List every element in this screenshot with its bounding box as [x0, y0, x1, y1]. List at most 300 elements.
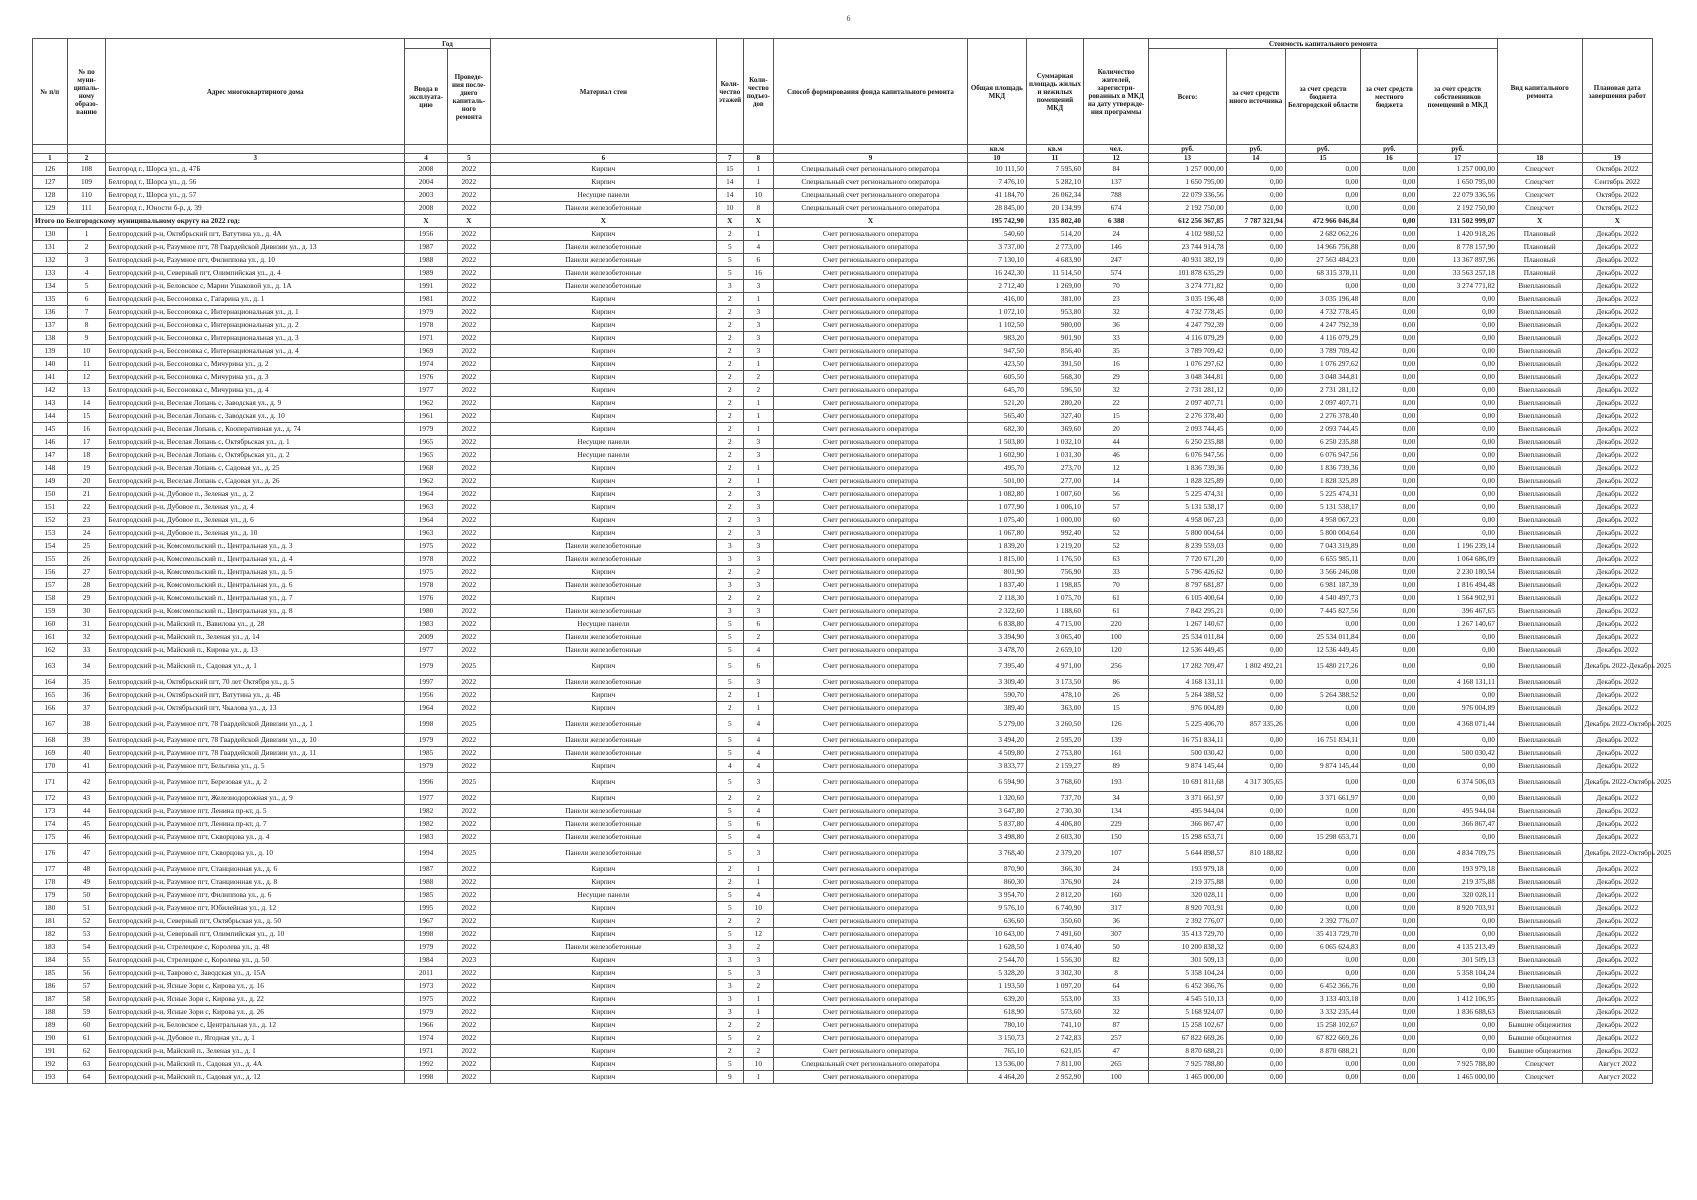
table-cell: 1964	[405, 702, 448, 715]
table-cell: 0,00	[1361, 436, 1418, 449]
table-cell: Внеплановый	[1497, 384, 1582, 397]
table-cell: Кирпич	[490, 792, 716, 805]
table-cell: 2022	[447, 527, 490, 540]
table-cell: 1982	[405, 805, 448, 818]
table-cell: 1 074,40	[1026, 941, 1083, 954]
table-cell: 1984	[405, 954, 448, 967]
table-cell: 0,00	[1361, 228, 1418, 241]
table-cell: 5 168 924,07	[1149, 1006, 1226, 1019]
table-cell: Декабрь 2022	[1582, 293, 1653, 306]
table-cell: Декабрь 2022	[1582, 1032, 1653, 1045]
table-cell: 2	[743, 1019, 774, 1032]
table-cell: 8 870 688,21	[1149, 1045, 1226, 1058]
table-cell: 20	[1084, 423, 1149, 436]
table-cell: Внеплановый	[1497, 889, 1582, 902]
table-cell: Внеплановый	[1497, 980, 1582, 993]
table-cell: 0,00	[1226, 980, 1285, 993]
table-cell: Белгородский р-н, Северный пгт, Олимпийская ул., д. 4	[106, 267, 405, 280]
table-cell: 2	[743, 792, 774, 805]
table-cell: 0,00	[1361, 462, 1418, 475]
table-cell: 1998	[405, 715, 448, 734]
table-cell: 9 874 145,44	[1285, 760, 1360, 773]
table-cell: 1979	[405, 760, 448, 773]
table-cell: 2 379,20	[1026, 844, 1083, 863]
table-cell: Декабрь 2022	[1582, 345, 1653, 358]
table-cell: 10 111,50	[967, 163, 1026, 176]
table-cell: 38	[67, 715, 106, 734]
table-cell: 1965	[405, 436, 448, 449]
table-cell: 193	[33, 1071, 68, 1084]
table-cell: 2023	[447, 954, 490, 967]
table-cell: 1 000,00	[1026, 514, 1083, 527]
table-cell: 5	[717, 831, 744, 844]
table-cell: 24	[1084, 863, 1149, 876]
table-cell: 1	[743, 1071, 774, 1084]
table-cell: 366 867,47	[1149, 818, 1226, 831]
table-row	[33, 631, 1653, 644]
table-cell: Счет регионального оператора	[774, 462, 968, 475]
table-cell: 57	[1084, 501, 1149, 514]
table-cell: 2	[717, 358, 744, 371]
table-cell: 191	[33, 1045, 68, 1058]
table-cell: 1 420 918,26	[1418, 228, 1498, 241]
table-cell: Декабрь 2022	[1582, 954, 1653, 967]
table-cell: 4 406,80	[1026, 818, 1083, 831]
table-cell: Панели железобетонные	[490, 267, 716, 280]
table-cell: 0,00	[1418, 501, 1498, 514]
table-cell: 1987	[405, 241, 448, 254]
table-cell: 1 836 739,36	[1149, 462, 1226, 475]
table-cell: 2022	[447, 941, 490, 954]
table-cell: 158	[33, 592, 68, 605]
table-cell: Специальный счет регионального оператора	[774, 189, 968, 202]
table-cell: 4 135 213,49	[1418, 941, 1498, 954]
table-cell: 0,00	[1226, 423, 1285, 436]
table-cell: Октябрь 2022	[1582, 163, 1653, 176]
table-cell: 1 193,50	[967, 980, 1026, 993]
table-cell: 2022	[447, 371, 490, 384]
table-cell: 540,60	[967, 228, 1026, 241]
table-cell: 0,00	[1361, 319, 1418, 332]
table-cell: 327,40	[1026, 410, 1083, 423]
table-cell: 495 944,04	[1149, 805, 1226, 818]
table-cell: 0,00	[1361, 915, 1418, 928]
table-cell: Декабрь 2022	[1582, 1019, 1653, 1032]
table-cell: Белгород г., Шорса ул., д. 47Б	[106, 163, 405, 176]
table-cell: 7 395,40	[967, 657, 1026, 676]
table-cell: 5 225 474,31	[1149, 488, 1226, 501]
table-cell: 0,00	[1361, 1045, 1418, 1058]
table-cell: 141	[33, 371, 68, 384]
total-cell: 612 256 367,85	[1149, 215, 1226, 228]
table-cell: Счет регионального оператора	[774, 631, 968, 644]
table-cell: Белгородский р-н, Веселая Лопань с, Заводская ул., д. 9	[106, 397, 405, 410]
table-cell: Внеплановый	[1497, 657, 1582, 676]
table-row	[33, 449, 1653, 462]
table-cell: Декабрь 2022	[1582, 831, 1653, 844]
table-cell: 166	[33, 702, 68, 715]
table-cell: 29	[67, 592, 106, 605]
table-cell: Белгородский р-н, Разумное пгт, Скворцова ул., д. 10	[106, 844, 405, 863]
table-cell: 64	[1084, 980, 1149, 993]
table-cell: 0,00	[1361, 592, 1418, 605]
table-cell: 68 315 378,11	[1285, 267, 1360, 280]
table-cell: 11 514,50	[1026, 267, 1083, 280]
table-cell: 5	[717, 1032, 744, 1045]
table-cell: 0,00	[1226, 792, 1285, 805]
table-cell: 2	[743, 1045, 774, 1058]
table-cell: Белгородский р-н, Веселая Лопань с, Заводская ул., д. 10	[106, 410, 405, 423]
table-cell: 37	[67, 702, 106, 715]
table-cell: 0,00	[1418, 449, 1498, 462]
table-cell: 173	[33, 805, 68, 818]
unit-area-total: кв.м	[967, 145, 1026, 154]
table-cell: Внеплановый	[1497, 358, 1582, 371]
table-cell: 2	[717, 410, 744, 423]
table-cell: Панели железобетонные	[490, 818, 716, 831]
table-row	[33, 747, 1653, 760]
table-cell: Кирпич	[490, 689, 716, 702]
table-cell: 1976	[405, 592, 448, 605]
table-cell: 8 239 559,03	[1149, 540, 1226, 553]
table-cell: 2022	[447, 1058, 490, 1071]
table-cell: 1978	[405, 319, 448, 332]
table-cell: 0,00	[1226, 644, 1285, 657]
table-cell: 301 509,13	[1149, 954, 1226, 967]
table-cell: 7	[67, 306, 106, 319]
table-cell: Белгород г., Шорса ул., д. 57	[106, 189, 405, 202]
table-cell: 1969	[405, 345, 448, 358]
header-cost-other: за счет средств иного источника	[1226, 49, 1285, 145]
table-cell: 1975	[405, 540, 448, 553]
table-cell: 0,00	[1226, 280, 1285, 293]
table-cell: 168	[33, 734, 68, 747]
table-cell: 87	[1084, 1019, 1149, 1032]
unit-cost-total: руб.	[1149, 145, 1226, 154]
table-cell: 0,00	[1418, 760, 1498, 773]
table-cell: Внеплановый	[1497, 631, 1582, 644]
table-cell: 1994	[405, 844, 448, 863]
table-cell: Белгородский р-н, Стрелецкое с, Королева ул., д. 48	[106, 941, 405, 954]
table-cell: Белгород г., Юности б-р, д. 39	[106, 202, 405, 215]
table-cell: 4 116 079,29	[1285, 332, 1360, 345]
table-cell: 857 335,26	[1226, 715, 1285, 734]
table-cell: 2008	[405, 202, 448, 215]
table-cell: 0,00	[1418, 527, 1498, 540]
table-cell: 41	[67, 760, 106, 773]
table-cell: 0,00	[1361, 514, 1418, 527]
table-cell: 590,70	[967, 689, 1026, 702]
table-cell: 6	[743, 618, 774, 631]
table-cell: Внеплановый	[1497, 462, 1582, 475]
table-cell: Счет регионального оператора	[774, 902, 968, 915]
table-cell: 48	[67, 863, 106, 876]
table-cell: 0,00	[1361, 553, 1418, 566]
table-cell: 366,30	[1026, 863, 1083, 876]
table-cell: 682,30	[967, 423, 1026, 436]
table-cell: 0,00	[1361, 747, 1418, 760]
table-cell: 1 075,40	[967, 514, 1026, 527]
table-cell: 50	[1084, 941, 1149, 954]
table-row	[33, 889, 1653, 902]
header-cost-region: за счет средств бюджета Белгородской области	[1285, 49, 1360, 145]
table-cell: 33 563 257,18	[1418, 267, 1498, 280]
table-row	[33, 863, 1653, 876]
table-cell: 0,00	[1226, 176, 1285, 189]
table-cell: Счет регионального оператора	[774, 527, 968, 540]
table-cell: 416,00	[967, 293, 1026, 306]
table-cell: 0,00	[1418, 462, 1498, 475]
table-cell: 3	[743, 844, 774, 863]
table-cell: 8	[743, 202, 774, 215]
table-cell: Белгородский р-н, Октябрьский пгт, Ватутина ул., д. 4А	[106, 228, 405, 241]
column-number: 7	[717, 154, 744, 163]
table-cell: Панели железобетонные	[490, 747, 716, 760]
table-row	[33, 527, 1653, 540]
table-cell: 1 188,60	[1026, 605, 1083, 618]
table-cell: Кирпич	[490, 592, 716, 605]
table-cell: 2022	[447, 592, 490, 605]
table-cell: 163	[33, 657, 68, 676]
table-cell: Счет регионального оператора	[774, 488, 968, 501]
table-cell: 82	[1084, 954, 1149, 967]
table-cell: Декабрь 2022	[1582, 254, 1653, 267]
total-cell: 472 966 046,84	[1285, 215, 1360, 228]
table-cell: 501,00	[967, 475, 1026, 488]
table-cell: 0,00	[1361, 980, 1418, 993]
header-cost-group: Стоимость капитального ремонта	[1149, 39, 1498, 49]
table-cell: Белгородский р-н, Веселая Лопань с, Садовая ул., д. 25	[106, 462, 405, 475]
table-cell: 0,00	[1418, 436, 1498, 449]
table-cell: 1 650 795,00	[1418, 176, 1498, 189]
table-cell: 139	[1084, 734, 1149, 747]
table-cell: Внеплановый	[1497, 566, 1582, 579]
table-cell: 2022	[447, 501, 490, 514]
table-cell: 9 874 145,44	[1149, 760, 1226, 773]
table-cell: 1 075,70	[1026, 592, 1083, 605]
table-cell: 0,00	[1418, 792, 1498, 805]
table-cell: 132	[33, 254, 68, 267]
unit-cost-other: руб.	[1226, 145, 1285, 154]
table-cell: 3	[743, 332, 774, 345]
table-cell: 4 958 067,23	[1149, 514, 1226, 527]
table-cell: Кирпич	[490, 1019, 716, 1032]
table-cell: 0,00	[1418, 332, 1498, 345]
table-cell: 0,00	[1285, 618, 1360, 631]
table-cell: 39	[67, 734, 106, 747]
table-cell: Белгородский р-н, Ясные Зори с, Кирова ул., д. 22	[106, 993, 405, 1006]
table-cell: 36	[1084, 319, 1149, 332]
table-cell: 0,00	[1226, 410, 1285, 423]
table-cell: 0,00	[1418, 644, 1498, 657]
table-cell: 0,00	[1361, 618, 1418, 631]
table-cell: 0,00	[1226, 889, 1285, 902]
table-cell: Счет регионального оператора	[774, 384, 968, 397]
table-cell: 2	[743, 566, 774, 579]
table-cell: 5	[717, 618, 744, 631]
table-row	[33, 475, 1653, 488]
table-cell: Внеплановый	[1497, 993, 1582, 1006]
table-cell: 2	[717, 228, 744, 241]
table-cell: 0,00	[1285, 818, 1360, 831]
table-cell: 14	[717, 176, 744, 189]
table-cell: 0,00	[1361, 941, 1418, 954]
table-cell: 0,00	[1361, 254, 1418, 267]
table-cell: 44	[67, 805, 106, 818]
table-cell: 7 720 671,20	[1149, 553, 1226, 566]
table-cell: 2022	[447, 760, 490, 773]
table-cell: 1979	[405, 423, 448, 436]
table-cell: 2022	[447, 631, 490, 644]
table-cell: 2	[717, 863, 744, 876]
table-cell: 1 076 297,62	[1285, 358, 1360, 371]
table-cell: Декабрь 2022	[1582, 397, 1653, 410]
table-cell: 0,00	[1285, 176, 1360, 189]
table-cell: 2	[717, 488, 744, 501]
table-cell: 0,00	[1361, 566, 1418, 579]
table-cell: Декабрь 2022	[1582, 805, 1653, 818]
table-cell: Счет регионального оператора	[774, 889, 968, 902]
table-cell: Декабрь 2022	[1582, 941, 1653, 954]
table-cell: Спецсчет	[1497, 1058, 1582, 1071]
table-cell: Внеплановый	[1497, 1006, 1582, 1019]
table-cell: 0,00	[1226, 605, 1285, 618]
table-cell: Панели железобетонные	[490, 579, 716, 592]
table-cell: 100	[1084, 631, 1149, 644]
table-cell: Кирпич	[490, 384, 716, 397]
table-cell: Счет регионального оператора	[774, 689, 968, 702]
table-cell: 156	[33, 566, 68, 579]
table-cell: 7 476,10	[967, 176, 1026, 189]
table-cell: Внеплановый	[1497, 332, 1582, 345]
table-cell: 152	[33, 514, 68, 527]
column-number: 13	[1149, 154, 1226, 163]
table-cell: Счет регионального оператора	[774, 1019, 968, 1032]
table-cell: Кирпич	[490, 1071, 716, 1084]
table-cell: 17	[67, 436, 106, 449]
table-cell: Кирпич	[490, 293, 716, 306]
table-cell: 126	[33, 163, 68, 176]
header-fund-method: Способ формирования фонда капитального ремонта	[774, 39, 968, 145]
table-cell: Счет регионального оператора	[774, 501, 968, 514]
table-cell: 136	[33, 306, 68, 319]
table-cell: 0,00	[1418, 980, 1498, 993]
table-cell: 3	[743, 540, 774, 553]
table-cell: Декабрь 2022	[1582, 928, 1653, 941]
table-cell: 22 079 336,56	[1418, 189, 1498, 202]
table-cell: Белгородский р-н, Бессоновка с, Интернациональная ул., д. 4	[106, 345, 405, 358]
table-cell: 60	[1084, 514, 1149, 527]
table-cell: Кирпич	[490, 371, 716, 384]
table-cell: Счет регионального оператора	[774, 715, 968, 734]
table-cell: Белгородский р-н, Бессоновка с, Гагарина ул., д. 1	[106, 293, 405, 306]
table-cell: 4	[67, 267, 106, 280]
table-cell: 4 168 131,11	[1149, 676, 1226, 689]
table-cell: 33	[1084, 332, 1149, 345]
table-cell: 56	[1084, 488, 1149, 501]
table-cell: Счет регионального оператора	[774, 332, 968, 345]
table-cell: 1	[743, 1006, 774, 1019]
table-cell: 3 768,40	[967, 844, 1026, 863]
table-cell: 5 279,00	[967, 715, 1026, 734]
table-cell: Счет регионального оператора	[774, 540, 968, 553]
table-cell: Счет регионального оператора	[774, 773, 968, 792]
table-cell: 0,00	[1226, 319, 1285, 332]
table-cell: 621,05	[1026, 1045, 1083, 1058]
table-cell: 16 242,30	[967, 267, 1026, 280]
table-row	[33, 831, 1653, 844]
table-cell: 2004	[405, 176, 448, 189]
table-cell: 0,00	[1361, 267, 1418, 280]
table-row	[33, 689, 1653, 702]
column-number: 11	[1026, 154, 1083, 163]
table-cell: 2	[717, 332, 744, 345]
table-cell: 0,00	[1361, 734, 1418, 747]
table-cell: 179	[33, 889, 68, 902]
table-cell: 59	[67, 1006, 106, 1019]
table-cell: 0,00	[1361, 831, 1418, 844]
table-cell: Счет регионального оператора	[774, 358, 968, 371]
header-num: № п/п	[33, 39, 68, 145]
table-cell: Белгородский р-н, Дубовое п., Ягодная ул., д. 1	[106, 1032, 405, 1045]
table-cell: 1 097,20	[1026, 980, 1083, 993]
table-cell: 219 375,88	[1418, 876, 1498, 889]
table-cell: 51	[67, 902, 106, 915]
table-cell: 1 257 000,00	[1418, 163, 1498, 176]
table-cell: 1 816 494,48	[1418, 579, 1498, 592]
table-cell: Кирпич	[490, 475, 716, 488]
table-cell: Внеплановый	[1497, 818, 1582, 831]
table-row	[33, 306, 1653, 319]
table-cell: Счет регионального оператора	[774, 553, 968, 566]
table-cell: 18	[67, 449, 106, 462]
header-residents: Количество жителей, зарегистри-рованных в МКД на дату утвержде-ния программы	[1084, 39, 1149, 145]
table-row	[33, 1006, 1653, 1019]
table-cell: 500 030,42	[1149, 747, 1226, 760]
table-cell: 2022	[447, 915, 490, 928]
table-cell: 0,00	[1361, 306, 1418, 319]
table-cell: 4 971,00	[1026, 657, 1083, 676]
table-cell: Белгородский р-н, Северный пгт, Октябрьская ул., д. 50	[106, 915, 405, 928]
table-cell: Внеплановый	[1497, 306, 1582, 319]
table-cell: 1	[743, 702, 774, 715]
table-cell: Счет регионального оператора	[774, 844, 968, 863]
table-cell: 3	[717, 280, 744, 293]
table-cell: Счет регионального оператора	[774, 371, 968, 384]
table-cell: 423,50	[967, 358, 1026, 371]
table-cell: 0,00	[1361, 475, 1418, 488]
table-cell: 0,00	[1418, 319, 1498, 332]
table-cell: 4	[743, 747, 774, 760]
table-cell: 5 800 004,64	[1149, 527, 1226, 540]
table-cell: Белгородский р-н, Комсомольский п., Центральная ул., д. 6	[106, 579, 405, 592]
table-cell: 109	[67, 176, 106, 189]
table-cell: 3	[717, 993, 744, 1006]
table-cell: 5 800 004,64	[1285, 527, 1360, 540]
table-cell: 639,20	[967, 993, 1026, 1006]
table-cell: 165	[33, 689, 68, 702]
table-cell: 161	[33, 631, 68, 644]
table-cell: 605,50	[967, 371, 1026, 384]
table-cell: 983,20	[967, 332, 1026, 345]
table-cell: 0,00	[1285, 1058, 1360, 1071]
table-cell: Декабрь 2022-Октябрь 2025	[1582, 773, 1653, 792]
table-cell: Панели железобетонные	[490, 241, 716, 254]
table-cell: 6 105 400,64	[1149, 592, 1226, 605]
table-cell: 247	[1084, 254, 1149, 267]
table-cell: Белгородский р-н, Бессоновка с, Интернациональная ул., д. 2	[106, 319, 405, 332]
table-cell: Декабрь 2022	[1582, 980, 1653, 993]
